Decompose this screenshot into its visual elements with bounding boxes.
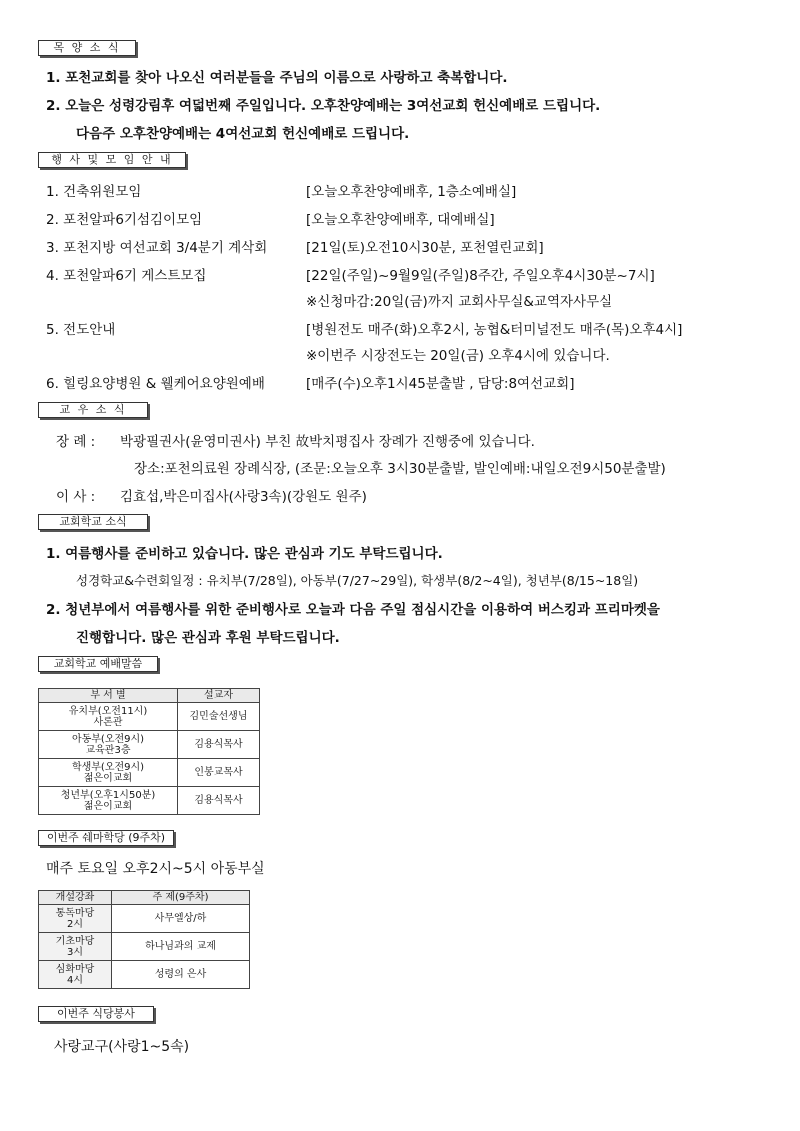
dept-name: 유치부(오전11시) bbox=[68, 705, 148, 717]
event-name: 1. 건축위원모임 bbox=[46, 184, 142, 200]
section-header-shema: 이번주 쉐마학당 (9주차) bbox=[38, 830, 174, 846]
event-name: 5. 전도안내 bbox=[46, 322, 116, 338]
event-note: ※신청마감:20일(금)까지 교회사무실&교역자사무실 bbox=[306, 294, 613, 310]
course-time: 3시 bbox=[66, 946, 84, 958]
section-header-worship: 교회학교 예배말씀 bbox=[38, 656, 158, 672]
dept-place: 젊은이교회 bbox=[83, 800, 133, 812]
dept-name: 학생부(오전9시) bbox=[71, 761, 145, 773]
pastoral-line-2: 2. 오늘은 성령강림후 여덟번째 주일입니다. 오후찬양예배는 3여선교회 헌신예배로 드립니다. bbox=[46, 98, 601, 114]
kitchen-team: 사랑교구(사랑1~5속) bbox=[54, 1039, 190, 1055]
section-header-pastoral: 목 양 소 식 bbox=[38, 40, 136, 56]
move-label: 이 사 : bbox=[56, 489, 96, 505]
table-header: 설교자 bbox=[178, 689, 260, 703]
section-header-events: 행 사 및 모 임 안 내 bbox=[38, 152, 186, 168]
event-detail: [오늘오후찬양예배후, 1층소예배실] bbox=[306, 184, 517, 200]
worship-table bbox=[38, 688, 260, 815]
course-time: 4시 bbox=[66, 974, 84, 986]
table-header: 주 제(9주차) bbox=[112, 891, 250, 905]
table-row bbox=[39, 703, 260, 731]
preacher: 김용식목사 bbox=[178, 731, 260, 759]
pastoral-line-3: 다음주 오후찬양예배는 4여선교회 헌신예배로 드립니다. bbox=[76, 126, 410, 142]
course-topic: 성령의 은사 bbox=[112, 961, 250, 989]
preacher: 김민술선생님 bbox=[178, 703, 260, 731]
table-row bbox=[39, 905, 250, 933]
event-detail: [매주(수)오후1시45분출발 , 담당:8여선교회] bbox=[306, 376, 575, 392]
section-header-kitchen: 이번주 식당봉사 bbox=[38, 1006, 154, 1022]
school-line-1: 1. 여름행사를 준비하고 있습니다. 많은 관심과 기도 부탁드립니다. bbox=[46, 546, 443, 562]
event-detail: [오늘오후찬양예배후, 대예배실] bbox=[306, 212, 495, 228]
funeral-text: 박광필권사(윤영미권사) 부친 故박치평집사 장례가 진행중에 있습니다. bbox=[120, 434, 535, 450]
course-name: 통독마당 bbox=[55, 907, 95, 919]
event-name: 4. 포천알파6기 게스트모집 bbox=[46, 268, 207, 284]
table-row bbox=[39, 933, 250, 961]
event-detail: [병원전도 매주(화)오후2시, 농협&터미널전도 매주(목)오후4시] bbox=[306, 322, 683, 338]
dept-name: 청년부(오후1시50분) bbox=[60, 789, 156, 801]
section-header-news: 교 우 소 식 bbox=[38, 402, 148, 418]
school-line-2: 성경학교&수련회일정 : 유치부(7/28일), 아동부(7/27~29일), 학생부(8/2~4일), 청년부(8/15~18일) bbox=[76, 573, 639, 588]
pastoral-line-1: 1. 포천교회를 찾아 나오신 여러분들을 주님의 이름으로 사랑하고 축복합니다. bbox=[46, 70, 508, 86]
funeral-label: 장 례 : bbox=[56, 434, 96, 450]
table-row bbox=[39, 787, 260, 815]
table-header: 부 서 별 bbox=[39, 689, 178, 703]
event-note: ※이번주 시장전도는 20일(금) 오후4시에 있습니다. bbox=[306, 348, 610, 364]
preacher: 김용식목사 bbox=[178, 787, 260, 815]
school-line-4: 진행합니다. 많은 관심과 후원 부탁드립니다. bbox=[76, 630, 340, 646]
event-name: 6. 힐링요양병원 & 웰케어요양원예배 bbox=[46, 376, 265, 392]
preacher: 인봉교목사 bbox=[178, 759, 260, 787]
funeral-place: 장소:포천의료원 장례식장, (조문:오늘오후 3시30분출발, 발인예배:내일오전9시50분출발) bbox=[134, 461, 666, 477]
shema-schedule: 매주 토요일 오후2시~5시 아동부실 bbox=[46, 861, 265, 877]
dept-name: 아동부(오전9시) bbox=[71, 733, 145, 745]
school-line-3: 2. 청년부에서 여름행사를 위한 준비행사로 오늘과 다음 주일 점심시간을 이용하여 버스킹과 프리마켓을 bbox=[46, 602, 660, 618]
dept-place: 젊은이교회 bbox=[83, 772, 133, 784]
table-header: 개설강좌 bbox=[39, 891, 112, 905]
dept-place: 교육관3층 bbox=[85, 744, 131, 756]
table-row bbox=[39, 759, 260, 787]
event-detail: [21일(토)오전10시30분, 포천열린교회] bbox=[306, 240, 544, 256]
table-row bbox=[39, 731, 260, 759]
dept-place: 사론관 bbox=[93, 716, 123, 728]
course-time: 2시 bbox=[66, 918, 84, 930]
event-name: 3. 포천지방 여선교회 3/4분기 계삭회 bbox=[46, 240, 268, 256]
event-name: 2. 포천알파6기섬김이모임 bbox=[46, 212, 203, 228]
section-header-school: 교회학교 소식 bbox=[38, 514, 148, 530]
event-detail: [22일(주일)~9월9일(주일)8주간, 주일오후4시30분~7시] bbox=[306, 268, 655, 284]
shema-table bbox=[38, 890, 250, 989]
table-row bbox=[39, 961, 250, 989]
course-name: 기초마당 bbox=[55, 935, 95, 947]
course-topic: 사무엘상/하 bbox=[112, 905, 250, 933]
course-name: 심화마당 bbox=[55, 963, 95, 975]
move-text: 김효섭,박은미집사(사랑3속)(강원도 원주) bbox=[120, 489, 367, 505]
course-topic: 하나님과의 교제 bbox=[112, 933, 250, 961]
